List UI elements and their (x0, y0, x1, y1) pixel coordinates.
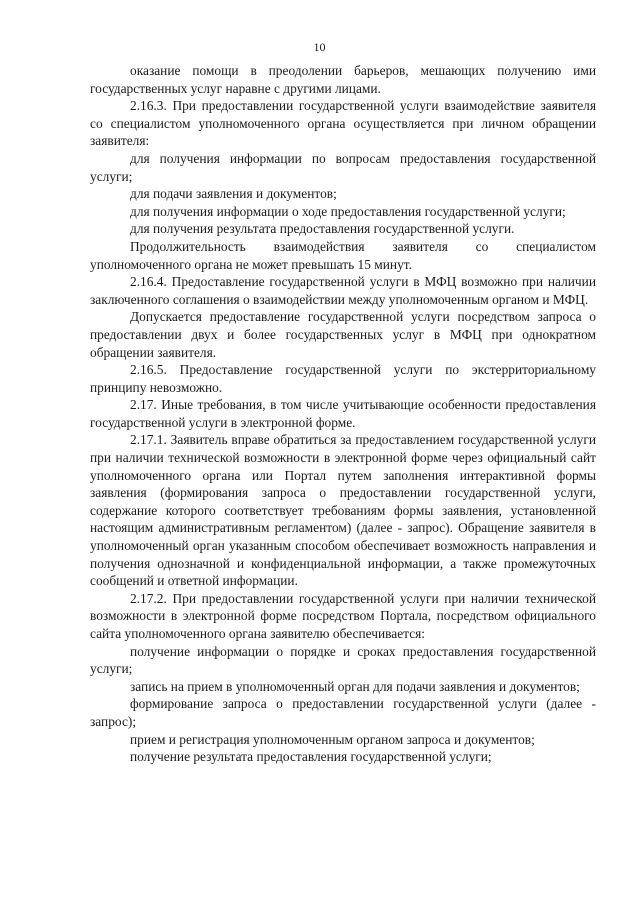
paragraph: Продолжительность взаимодействия заявителя со специалистом уполномоченного органа не может превышать 15 минут. (90, 238, 596, 272)
paragraph: получение результата предоставления государственной услуги; (130, 749, 492, 765)
paragraph: 2.17.2. При предоставлении государственной услуги при наличии технической возможности в электронной форме посредством Портала, посредством официального сайта уполномоченного органа заявителю обеспечивается: (90, 590, 596, 641)
document-body (90, 62, 596, 766)
page-number: 10 (313, 40, 326, 54)
paragraph: 2.16.5. Предоставление государственной услуги по экстерриториальному принципу невозможно. (90, 362, 596, 395)
paragraph: формирование запроса о предоставлении государственной услуги (далее - запрос); (90, 696, 596, 729)
paragraph: получение информации о порядке и сроках предоставления государственной услуги; (90, 643, 596, 677)
paragraph: 2.17. Иные требования, в том числе учитывающие особенности предоставления государственной услуги в электронной форме. (90, 397, 596, 430)
paragraph: прием и регистрация уполномоченным органом запроса и документов; (130, 731, 535, 747)
paragraph: оказание помощи в преодолении барьеров, мешающих получению ими государственных услуг наравне с другими лицами. (90, 63, 596, 96)
paragraph: 2.16.4. Предоставление государственной услуги в МФЦ возможно при наличии заключенного соглашения о взаимодействии между уполномоченным органом и МФЦ. (90, 274, 596, 307)
paragraph: 2.16.3. При предоставлении государственной услуги взаимодействие заявителя со специалистом уполномоченного органа осуществляется при личном обращении заявителя: (90, 98, 596, 149)
paragraph: для получения результата предоставления государственной услуги. (130, 221, 515, 237)
paragraph: 2.17.1. Заявитель вправе обратиться за предоставлением государственной услуги при наличии технической возможности в электронной форме через официальный сайт уполномоченного органа или Портал путем заполнения интерактивной формы заявления (формирования запроса о предоставлении государственной услуги, содержание которого соответствует требованиям формы заявления, установленной настоящим административным регламентом) (далее - запрос). Обращение заявителя в уполномоченный орган указанным способом обеспечивает возможность направления и получения однозначной и конфиденциальной информации, а также промежуточных сообщений и ответной информации. (90, 432, 596, 589)
paragraph: для получения информации по вопросам предоставления государственной услуги; (90, 150, 596, 184)
paragraph: для подачи заявления и документов; (130, 186, 337, 202)
paragraph: запись на прием в уполномоченный орган для подачи заявления и документов; (130, 678, 580, 694)
paragraph: для получения информации о ходе предоставления государственной услуги; (130, 203, 566, 219)
paragraph: Допускается предоставление государственной услуги посредством запроса о предоставлении двух и более государственных услуг в МФЦ при однократном обращении заявителя. (90, 309, 596, 360)
